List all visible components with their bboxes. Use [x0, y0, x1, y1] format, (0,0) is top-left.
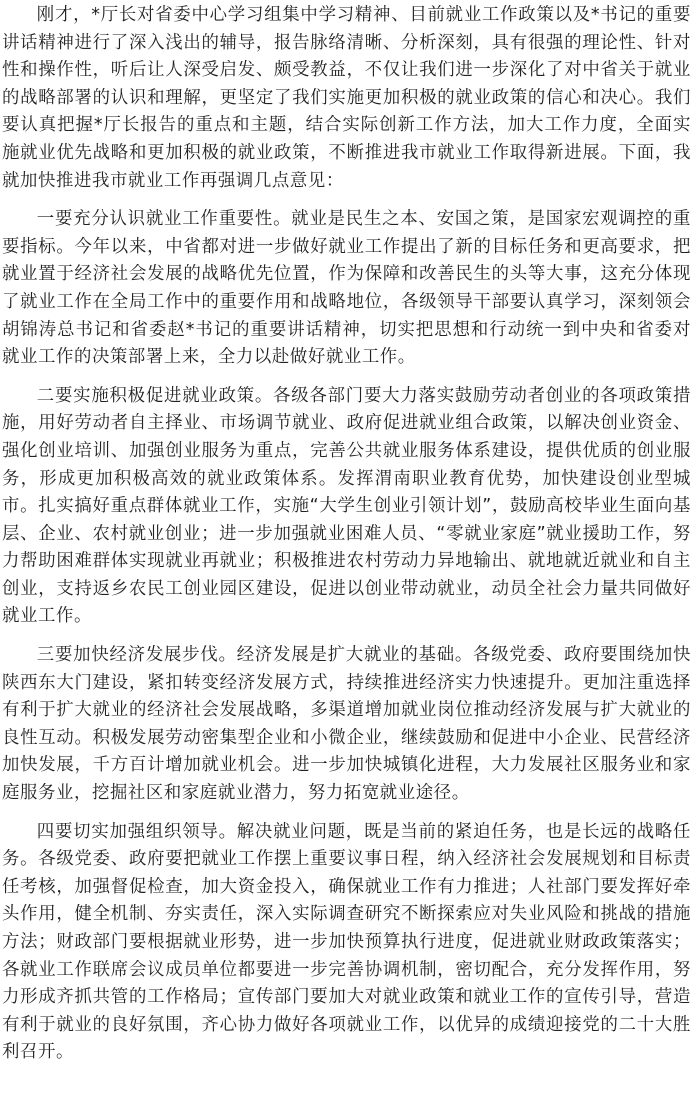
paragraph-point-1: 一要充分认识就业工作重要性。就业是民生之本、安国之策，是国家宏观调控的重要指标。今年以来，中省都对进一步做好就业工作提出了新的目标任务和更高要求，把就业置于经济社会发展的战略优先位置，作为保障和改善民生的头等大事，这充分体现了就业工作在全局工作中的重要作用和战略地位，各级领导干部要认真学习，深刻领会胡锦涛总书记和省委赵*书记的重要讲话精神，切实把思想和行动统一到中央和省委对就业工作的决策部署上来，全力以赴做好就业工作。 — [2, 209, 691, 368]
paragraph-point-2: 二要实施积极促进就业政策。各级各部门要大力落实鼓励劳动者创业的各项政策措施，用好劳动者自主择业、市场调节就业、政府促进就业组合政策，以解决创业资金、强化创业培训、加强创业服务为重点，完善公共就业服务体系建设，提供优质的创业服务，形成更加积极高效的就业政策体系。发挥渭南职业教育优势，加快建设创业型城市。扎实搞好重点群体就业工作，实施“大学生创业引领计划”，鼓励高校毕业生面向基层、企业、农村就业创业；进一步加强就业困难人员、“零就业家庭”就业援助工作，努力帮助困难群体实现就业再就业；积极推进农村劳动力异地输出、就地就近就业和自主创业，支持返乡农民工创业园区建设，促进以创业带动就业，动员全社会力量共同做好就业工作。 — [2, 385, 691, 627]
paragraph-intro: 刚才，*厅长对省委中心学习组集中学习精神、目前就业工作政策以及*书记的重要讲话精神进行了深入浅出的辅导，报告脉络清晰、分析深刻，具有很强的理论性、针对性和操作性，听后让人深受启发、颇受教益，不仅让我们进一步深化了对中省关于就业的战略部署的认识和理解，更坚定了我们实施更加积极的就业政策的信心和决心。我们要认真把握*厅长报告的重点和主题，结合实际创新工作方法，加大工作力度，全面实施就业优先战略和更加积极的就业政策，不断推进我市就业工作取得新进展。下面，我就加快推进我市就业工作再强调几点意见： — [2, 5, 691, 191]
paragraph-point-3: 三要加快经济发展步伐。经济发展是扩大就业的基础。各级党委、政府要围绕加快陕西东大门建设，紧扣转变经济发展方式，持续推进经济实力快速提升。更加注重选择有利于扩大就业的经济社会发展战略，多渠道增加就业岗位推动经济发展与扩大就业的良性互动。积极发展劳动密集型企业和小微企业，继续鼓励和促进中小企业、民营经济加快发展，千方百计增加就业机会。进一步加快城镇化进程，大力发展社区服务业和家庭服务业，挖掘社区和家庭就业潜力，努力拓宽就业途径。 — [2, 645, 691, 804]
document-body — [2, 2, 691, 1078]
paragraph-point-4: 四要切实加强组织领导。解决就业问题，既是当前的紧迫任务，也是长远的战略任务。各级党委、政府要把就业工作摆上重要议事日程，纳入经济社会发展规划和目标责任考核，加强督促检查，加大资金投入，确保就业工作有力推进；人社部门要发挥好牵头作用，健全机制、夯实责任，深入实际调查研究不断探索应对失业风险和挑战的措施方法；财政部门要根据就业形势，进一步加快预算执行进度，促进就业财政政策落实；各就业工作联席会议成员单位都要进一步完善协调机制，密切配合，充分发挥作用，努力形成齐抓共管的工作格局；宣传部门要加大对就业政策和就业工作的宣传引导，营造有利于就业的良好氛围，齐心协力做好各项就业工作，以优异的成绩迎接党的二十大胜利召开。 — [2, 821, 691, 1063]
